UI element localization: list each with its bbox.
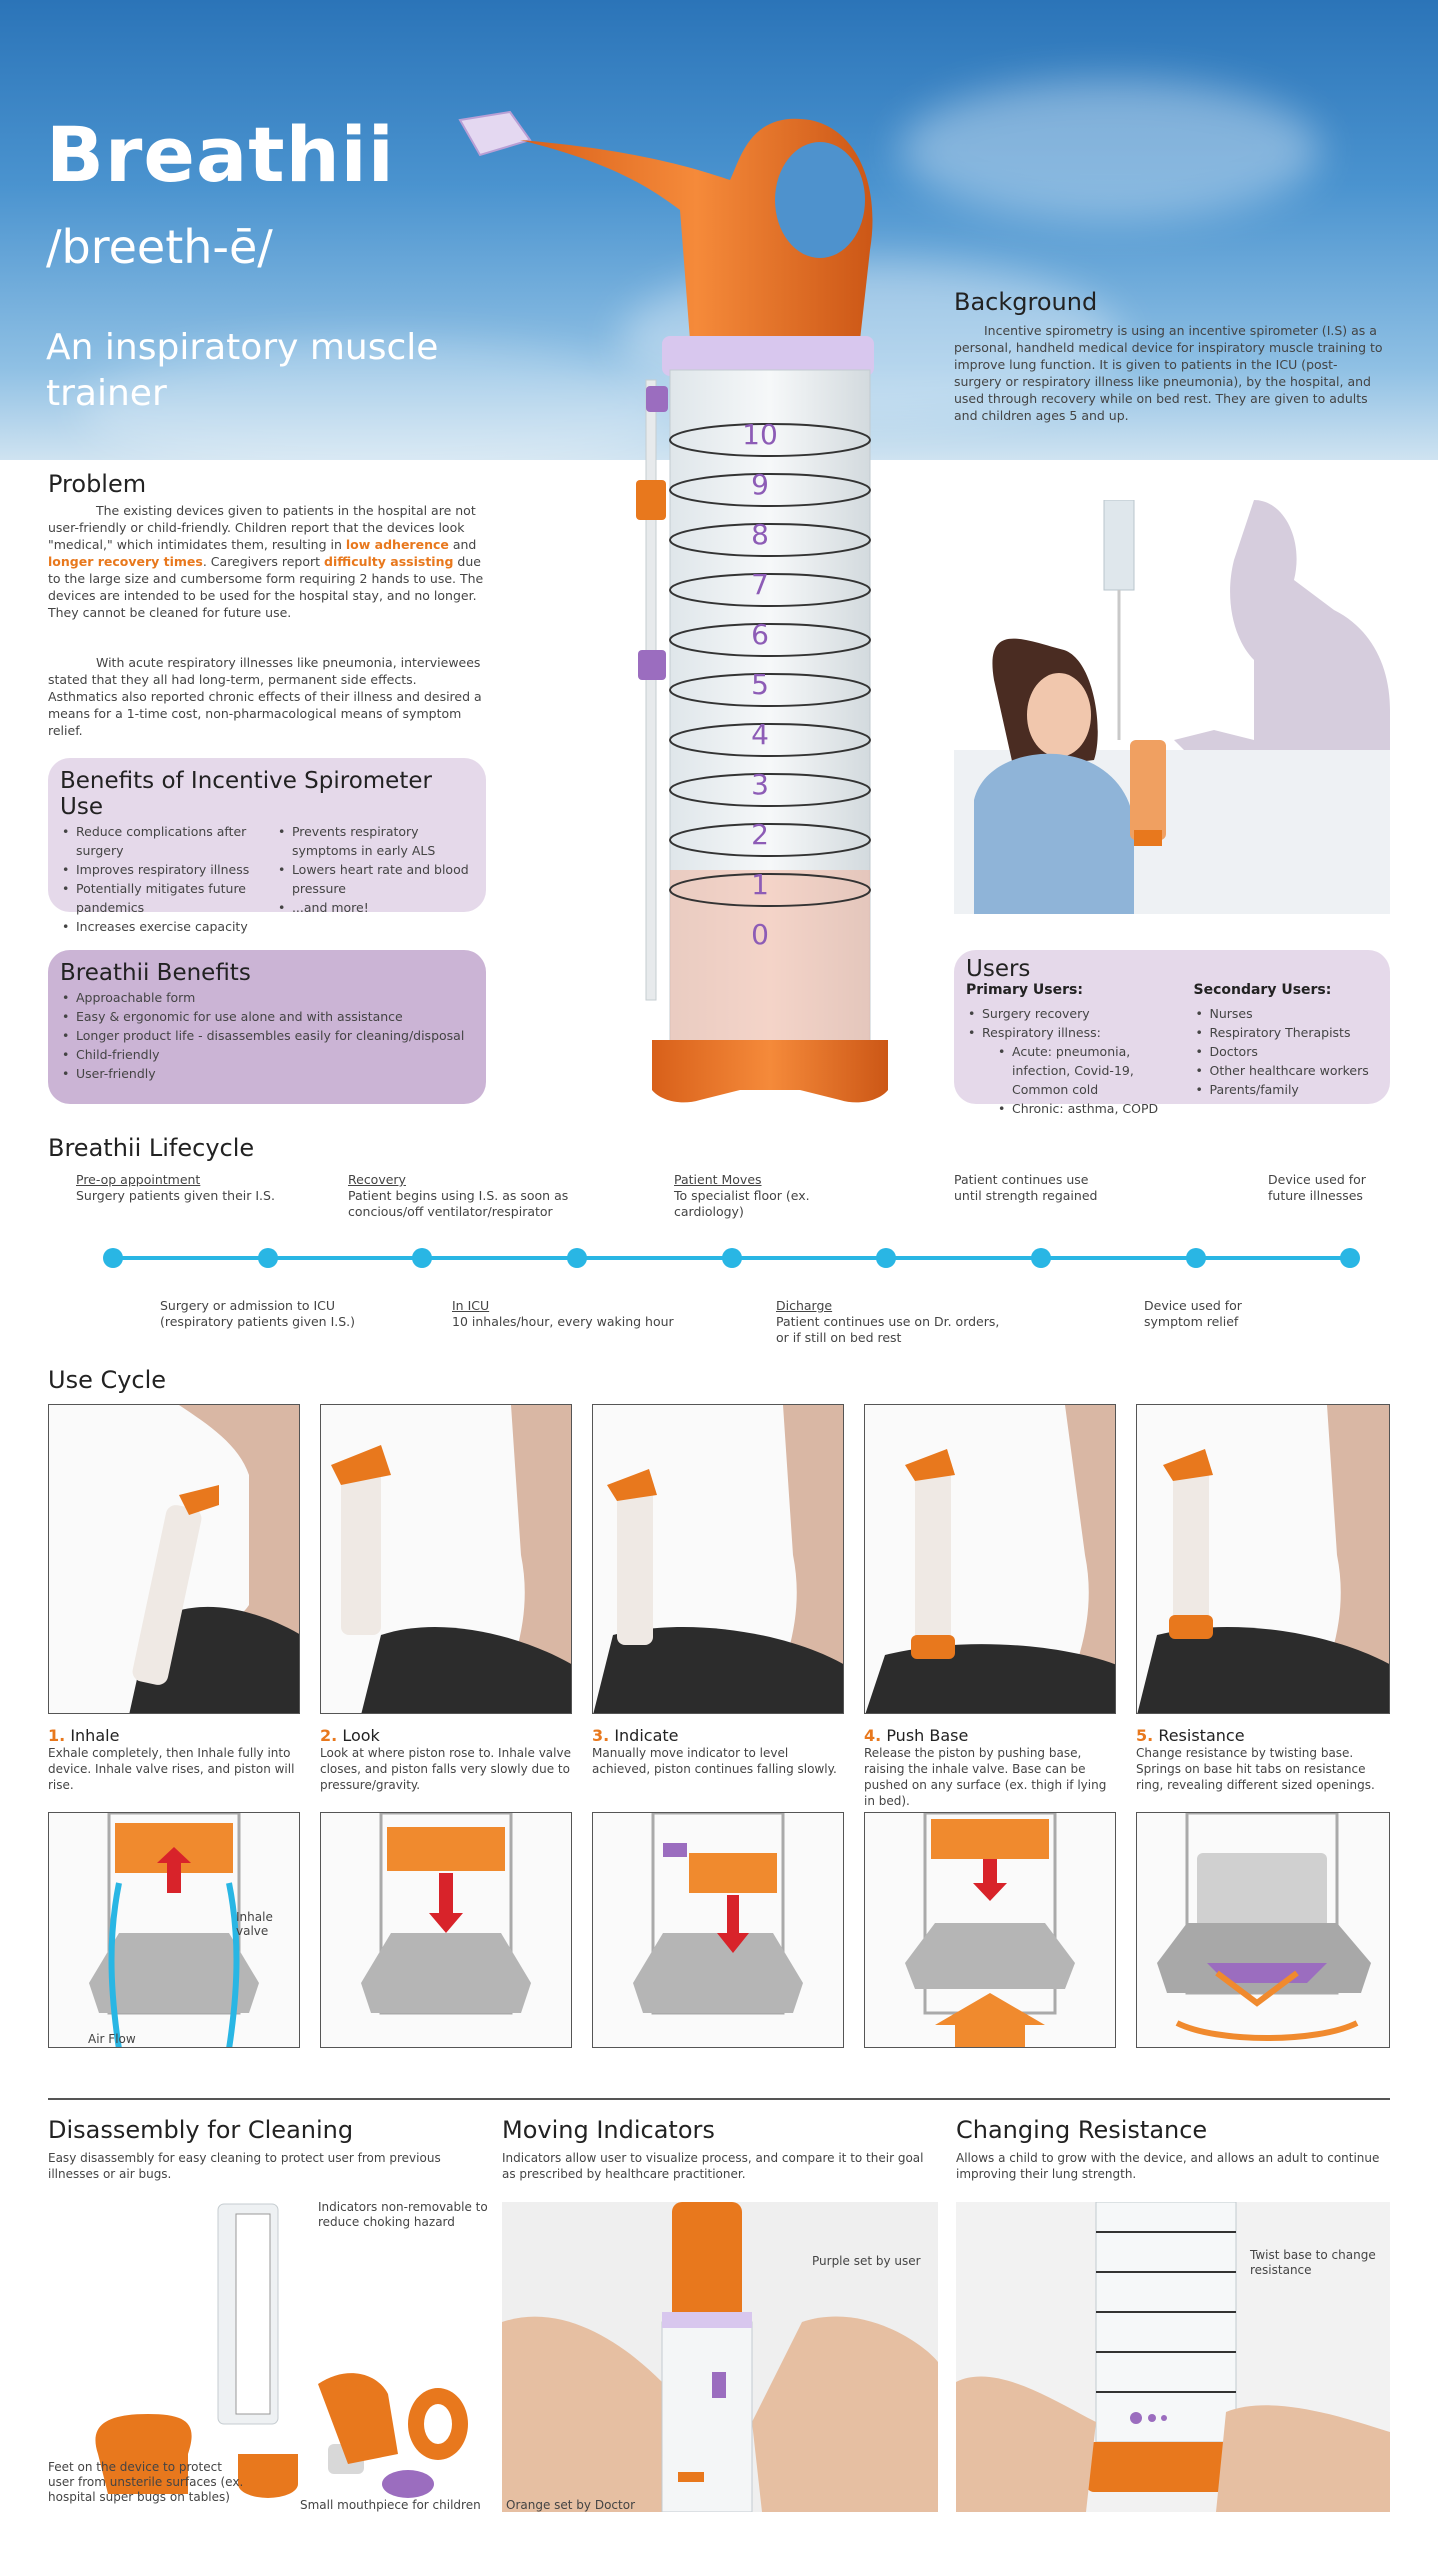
background-text: Incentive spirometry is using an incentive spirometer (I.S) as a personal, handheld medical device for inspiratory muscle training to improve lung function. It is given to patients in the ICU (post-surgery or respiratory illness like pneumonia), by the hospital, and used through recovery while on bed rest. They are given to adults and children ages 5 and up. — [954, 323, 1383, 423]
timeline-item-title: Dicharge — [776, 1298, 833, 1313]
step-number: 5. — [1136, 1726, 1154, 1745]
primary-users-label: Primary Users: — [966, 982, 1083, 998]
moving-indicators-text: Indicators allow user to visualize process, and compare it to their goal as prescribed by healthcare practitioner. — [502, 2151, 924, 2181]
secondary-users-label: Secondary Users: — [1193, 982, 1332, 998]
step-number: 3. — [592, 1726, 610, 1745]
timeline-item-text: Surgery or admission to ICU (respiratory patients given I.S.) — [160, 1298, 356, 1329]
device-illustration — [440, 100, 900, 1110]
problem-text: and — [448, 537, 477, 552]
subtitle-line-2: trainer — [46, 373, 167, 414]
step-look — [320, 1726, 572, 1793]
timeline-item-title: Patient Moves — [674, 1172, 762, 1187]
diagram-push-base — [864, 1812, 1116, 2048]
timeline-item-text: Patient continues use on Dr. orders, or if still on bed rest — [776, 1314, 1000, 1345]
timeline-dot — [103, 1248, 123, 1268]
breathii-benefits-heading: Breathii Benefits — [60, 960, 251, 986]
list-item: • Prevents respiratory symptoms in early ALS — [276, 822, 474, 860]
disassembly-label-mouthpiece: Small mouthpiece for children — [300, 2498, 481, 2512]
child-using-device-photo — [954, 500, 1390, 914]
list-item: • Approachable form — [60, 988, 474, 1007]
timeline-dot — [412, 1248, 432, 1268]
breathii-benefits-box — [48, 950, 486, 1104]
air-flow-label: Air Flow — [88, 2032, 136, 2046]
timeline-item-text: Patient begins using I.S. as soon as concious/off ventilator/respirator — [348, 1188, 569, 1219]
step-title: Push Base — [886, 1726, 969, 1745]
timeline-item-text: Device used for future illnesses — [1268, 1172, 1366, 1203]
timeline-item — [1268, 1172, 1378, 1204]
subtitle — [46, 325, 438, 417]
step-title: Look — [342, 1726, 380, 1745]
step-number: 2. — [320, 1726, 338, 1745]
step-inhale — [48, 1726, 300, 1793]
diagram-resistance — [1136, 1812, 1390, 2048]
timeline-item-text: Surgery patients given their I.S. — [76, 1188, 275, 1203]
changing-resistance-text: Allows a child to grow with the device, and allows an adult to continue improving their lung strength. — [956, 2151, 1380, 2181]
timeline-item — [348, 1172, 578, 1220]
users-box — [954, 950, 1390, 1116]
diagram-look — [320, 1812, 572, 2048]
scale-label: 6 — [751, 618, 769, 651]
list-item: • Reduce complications after surgery — [60, 822, 270, 860]
breathii-benefits-list — [60, 988, 474, 1083]
list-item: • Respiratory Therapists — [1194, 1023, 1379, 1042]
list-item: • Increases exercise capacity — [60, 917, 270, 936]
scale-label: 1 — [751, 868, 769, 901]
problem-text: . Caregivers report — [202, 554, 325, 569]
list-item: • Easy & ergonomic for use alone and with assistance — [60, 1007, 474, 1026]
scale-label: 8 — [751, 518, 769, 551]
subtitle-line-1: An inspiratory muscle — [46, 327, 439, 368]
timeline-item — [1144, 1298, 1274, 1330]
step-indicate — [592, 1726, 844, 1777]
step-photo-look — [320, 1404, 572, 1714]
timeline-dot — [567, 1248, 587, 1268]
timeline-item-text: Device used for symptom relief — [1144, 1298, 1242, 1329]
step-number: 1. — [48, 1726, 66, 1745]
list-item: • Potentially mitigates future pandemics — [60, 879, 270, 917]
list-item: • Respiratory illness: — [966, 1023, 1184, 1042]
step-photo-resistance — [1136, 1404, 1390, 1714]
step-text: Change resistance by twisting base. Springs on base hit tabs on resistance ring, revealing different sized openings. — [1136, 1746, 1375, 1792]
lifecycle-heading: Breathii Lifecycle — [48, 1134, 255, 1162]
list-item: • ...and more! — [276, 898, 474, 917]
disassembly-heading: Disassembly for Cleaning — [48, 2116, 354, 2144]
list-item: • Longer product life - disassembles easily for cleaning/disposal — [60, 1026, 474, 1045]
list-item: • Parents/family — [1194, 1080, 1379, 1099]
timeline-dot — [1340, 1248, 1360, 1268]
list-item: • Improves respiratory illness — [60, 860, 270, 879]
timeline-item-title: In ICU — [452, 1298, 490, 1313]
scale-label: 4 — [751, 718, 769, 751]
step-resistance — [1136, 1726, 1390, 1793]
benefits-is-box — [48, 758, 486, 934]
users-heading: Users — [966, 956, 1031, 982]
timeline-item-text: 10 inhales/hour, every waking hour — [452, 1314, 674, 1329]
highlight-text: low adherence — [345, 537, 449, 552]
step-number: 4. — [864, 1726, 882, 1745]
timeline-item-text: To specialist floor (ex. cardiology) — [674, 1188, 810, 1219]
step-title: Resistance — [1158, 1726, 1245, 1745]
moving-indicators-label-orange: Orange set by Doctor — [506, 2498, 635, 2512]
timeline-item — [76, 1172, 276, 1204]
step-text: Exhale completely, then Inhale fully into device. Inhale valve rises, and piston will rise. — [48, 1746, 295, 1792]
list-item: • Child-friendly — [60, 1045, 474, 1064]
problem-text: due to the large size and cumbersome form requiring 2 hands to use. The devices are intended to be used for the hospital stay, and no longer. They cannot be cleaned for future use. — [48, 554, 484, 620]
benefits-is-left-list — [60, 822, 270, 936]
changing-resistance-heading: Changing Resistance — [956, 2116, 1208, 2144]
step-title: Indicate — [614, 1726, 679, 1745]
list-item: • Nurses — [1194, 1004, 1379, 1023]
step-photo-push-base — [864, 1404, 1116, 1714]
step-photo-indicate — [592, 1404, 844, 1714]
timeline-item — [954, 1172, 1114, 1204]
disassembly-text: Easy disassembly for easy cleaning to protect user from previous illnesses or air bugs. — [48, 2151, 441, 2181]
timeline-item — [160, 1298, 360, 1330]
problem-heading: Problem — [48, 470, 147, 498]
benefits-is-right-list — [276, 822, 474, 936]
primary-users-list — [966, 1004, 1184, 1118]
problem-paragraph-1 — [48, 502, 484, 621]
scale-label: 9 — [751, 468, 769, 501]
scale-label: 10 — [742, 418, 778, 451]
list-item: • Doctors — [1194, 1042, 1379, 1061]
pronunciation: /breeth-ē/ — [46, 220, 273, 274]
moving-indicators-label-purple: Purple set by user — [812, 2254, 921, 2268]
step-photo-inhale — [48, 1404, 300, 1714]
step-text: Release the piston by pushing base, raising the inhale valve. Base can be pushed on any surface (ex. thigh if lying in bed). — [864, 1746, 1107, 1808]
scale-label: 0 — [751, 918, 769, 951]
step-text: Look at where piston rose to. Inhale valve closes, and piston falls very slowly due to pressure/gravity. — [320, 1746, 571, 1792]
scale-label: 3 — [751, 768, 769, 801]
timeline-item — [674, 1172, 834, 1220]
timeline-item-title: Pre-op appointment — [76, 1172, 201, 1187]
disassembly-label-indicators: Indicators non-removable to reduce choking hazard — [318, 2200, 488, 2229]
list-item: • Other healthcare workers — [1194, 1061, 1379, 1080]
timeline-dot — [258, 1248, 278, 1268]
step-text: Manually move indicator to level achieved, piston continues falling slowly. — [592, 1746, 837, 1776]
disassembly-label-feet: Feet on the device to protect user from unsterile surfaces (ex. hospital super bugs on tables) — [48, 2460, 244, 2504]
highlight-text: longer recovery times — [48, 554, 203, 569]
use-cycle-heading: Use Cycle — [48, 1366, 167, 1394]
inhale-valve-label: Inhale valve — [236, 1910, 273, 1938]
section-divider — [48, 2098, 1390, 2100]
timeline-item — [776, 1298, 1006, 1346]
problem-text: The existing devices given to patients in the hospital are not user-friendly or child-friendly. Children report that the devices look "medical," which intimidates them, resulting in — [48, 503, 476, 552]
scale-label: 5 — [751, 668, 769, 701]
page-title: Breathii — [46, 110, 395, 199]
problem-paragraph-2: With acute respiratory illnesses like pneumonia, interviewees stated that they all had long-term, permanent side effects. Asthmatics also reported chronic effects of their illness and desired a means for a 1-time cost, non-pharmacological means of symptom relief. — [48, 655, 482, 738]
timeline-dot — [722, 1248, 742, 1268]
background-heading: Background — [954, 288, 1098, 316]
timeline-dot — [876, 1248, 896, 1268]
diagram-indicate — [592, 1812, 844, 2048]
moving-indicators-photo — [502, 2202, 938, 2512]
changing-resistance-label: Twist base to change resistance — [1250, 2248, 1376, 2277]
list-item: • Acute: pneumonia, infection, Covid-19, Common cold — [966, 1042, 1184, 1099]
list-item: • Surgery recovery — [966, 1004, 1184, 1023]
scale-label: 7 — [751, 568, 769, 601]
step-push-base — [864, 1726, 1116, 1809]
list-item: • Lowers heart rate and blood pressure — [276, 860, 474, 898]
timeline-item-title: Recovery — [348, 1172, 406, 1187]
benefits-is-heading: Benefits of Incentive Spirometer Use — [60, 768, 432, 820]
moving-indicators-heading: Moving Indicators — [502, 2116, 715, 2144]
timeline-item — [452, 1298, 692, 1330]
list-item: • Chronic: asthma, COPD — [966, 1099, 1184, 1118]
timeline-item-text: Patient continues use until strength regained — [954, 1172, 1098, 1203]
device-scale — [740, 418, 780, 968]
step-title: Inhale — [70, 1726, 120, 1745]
timeline-dot — [1031, 1248, 1051, 1268]
timeline-dot — [1186, 1248, 1206, 1268]
list-item: • User-friendly — [60, 1064, 474, 1083]
scale-label: 2 — [751, 818, 769, 851]
highlight-text: difficulty assisting — [324, 554, 454, 569]
secondary-users-list — [1194, 1004, 1379, 1099]
